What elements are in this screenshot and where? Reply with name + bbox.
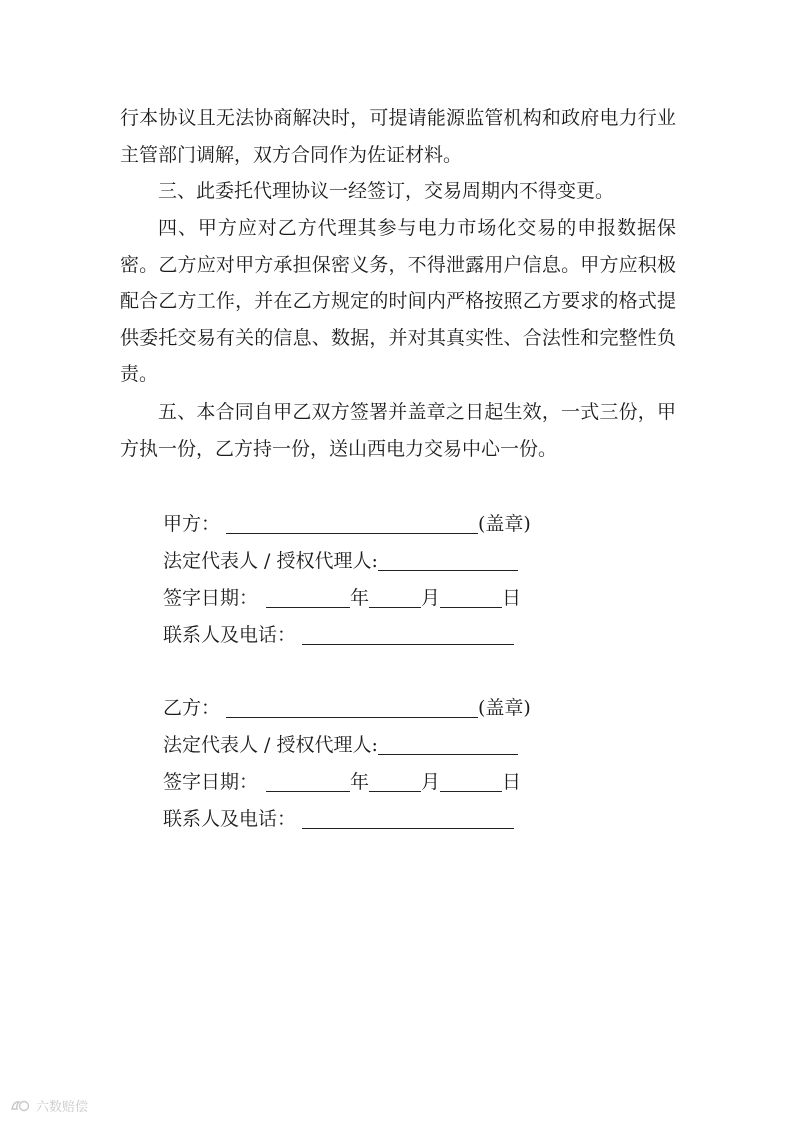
party-a-rep-row	[163, 540, 583, 577]
party-a-day-label: 日	[502, 587, 522, 609]
party-b-contact-field[interactable]	[302, 802, 514, 829]
party-b-month-field[interactable]	[369, 765, 421, 792]
party-b-signature-block	[163, 687, 583, 835]
party-b-year-field[interactable]	[266, 765, 350, 792]
party-b-day-label: 日	[502, 771, 522, 793]
party-a-label: 甲方：	[163, 513, 221, 535]
party-a-date-label: 签字日期：	[163, 587, 259, 609]
party-b-date-row	[163, 761, 583, 798]
party-a-year-field[interactable]	[266, 581, 350, 608]
party-b-rep-field[interactable]	[378, 728, 518, 755]
party-a-year-label: 年	[350, 587, 370, 609]
paragraph-clause-4: 四、甲方应对乙方代理其参与电力市场化交易的申报数据保密。乙方应对甲方承担保密义务，不得泄露用户信息。甲方应积极配合乙方工作，并在乙方规定的时间内严格按照乙方要求的格式提供委托交易有关的信息、数据，并对其真实性、合法性和完整性负责。	[120, 217, 676, 385]
party-a-contact-field[interactable]	[302, 618, 514, 645]
party-b-rep-row	[163, 724, 583, 761]
party-b-day-field[interactable]	[440, 765, 502, 792]
party-a-signature-block	[163, 503, 583, 651]
paragraph-continuation: 行本协议且无法协商解决时，可提请能源监管机构和政府电力行业主管部门调解，双方合同作为佐证材料。	[120, 107, 676, 166]
watermark-text: 六数赔偿	[36, 1100, 89, 1115]
party-b-rep-label: 法定代表人 / 授权代理人:	[163, 734, 378, 756]
party-b-contact-label: 联系人及电话：	[163, 808, 297, 830]
party-a-contact-label: 联系人及电话：	[163, 624, 297, 646]
party-a-seal-label: (盖章)	[478, 513, 531, 535]
paragraph-clause-5: 五、本合同自甲乙双方签署并盖章之日起生效，一式三份，甲方执一份，乙方持一份，送山西电力交易中心一份。	[120, 401, 676, 460]
party-b-label: 乙方：	[163, 697, 221, 719]
party-a-rep-field[interactable]	[378, 544, 518, 571]
watermark	[10, 1096, 88, 1115]
party-b-month-label: 月	[421, 771, 441, 793]
party-a-row	[163, 503, 583, 540]
party-b-seal-label: (盖章)	[478, 697, 531, 719]
party-b-contact-row	[163, 798, 583, 835]
party-a-month-label: 月	[421, 587, 441, 609]
party-a-rep-label: 法定代表人 / 授权代理人:	[163, 550, 378, 572]
party-b-name-field[interactable]	[226, 691, 478, 718]
party-a-contact-row	[163, 614, 583, 651]
party-a-day-field[interactable]	[440, 581, 502, 608]
party-a-name-field[interactable]	[226, 507, 478, 534]
party-a-month-field[interactable]	[369, 581, 421, 608]
logo-icon	[10, 1099, 32, 1113]
party-b-row	[163, 687, 583, 724]
paragraph-clause-3: 三、此委托代理协议一经签订，交易周期内不得变更。	[158, 180, 615, 202]
party-b-year-label: 年	[350, 771, 370, 793]
party-b-date-label: 签字日期：	[163, 771, 259, 793]
party-a-date-row	[163, 577, 583, 614]
